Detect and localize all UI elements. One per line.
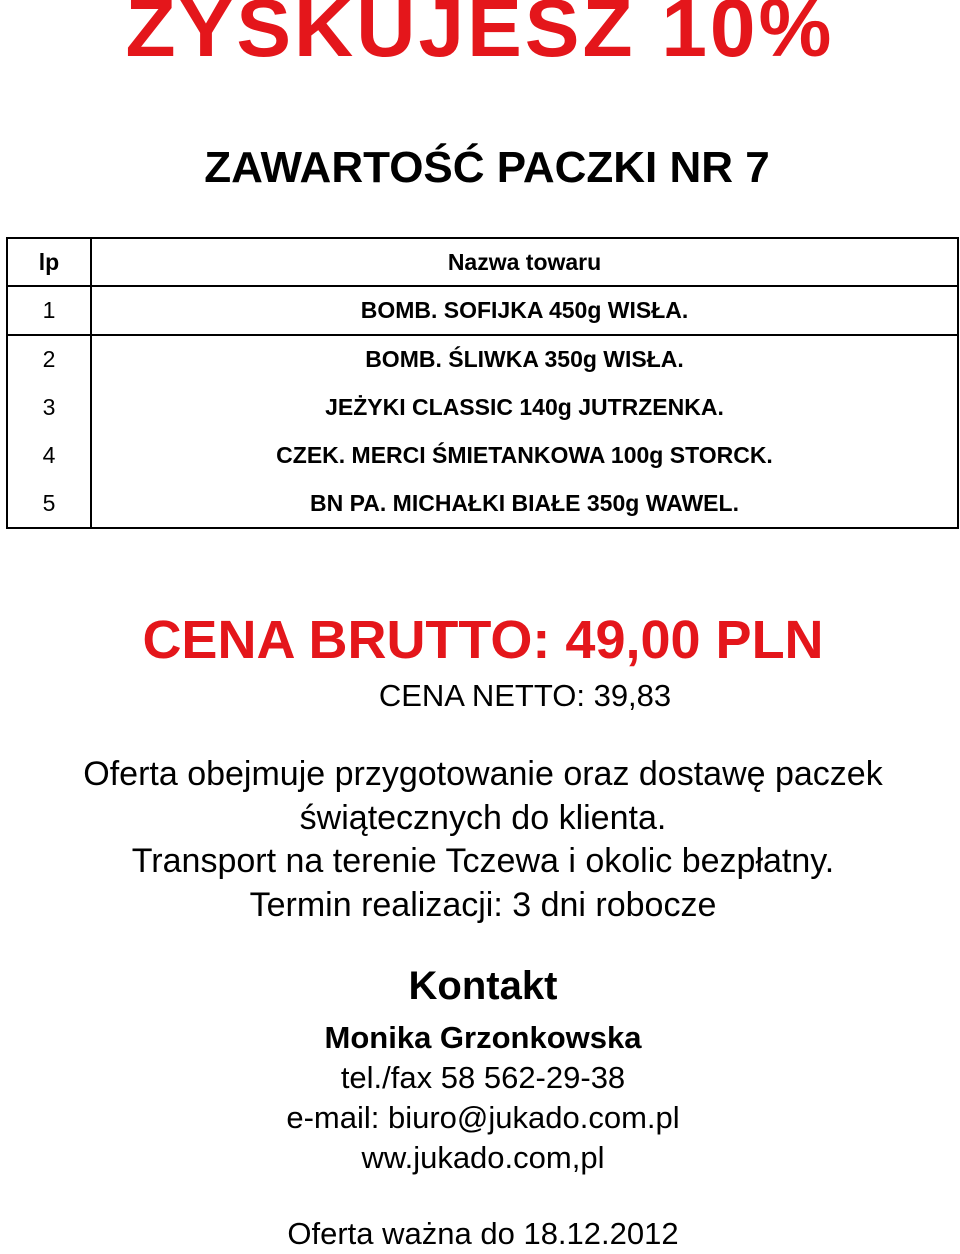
offer-description <box>0 753 960 927</box>
table-header-row <box>7 238 958 286</box>
column-header-name: Nazwa towaru <box>91 238 958 286</box>
offer-line: świątecznych do klienta. <box>299 798 667 837</box>
row-number: 5 <box>7 480 91 529</box>
row-number: 1 <box>7 286 91 335</box>
column-header-lp: lp <box>7 238 91 286</box>
table-row <box>7 384 958 432</box>
row-number: 2 <box>7 335 91 384</box>
contact-details <box>0 1018 960 1178</box>
headline-discount: ZYSKUJESZ 10% <box>125 0 835 74</box>
transport-info: Transport na terenie Tczewa i okolic bezpłatny. <box>131 842 835 880</box>
delivery-term: Termin realizacji: 3 dni robocze <box>249 885 717 924</box>
contact-email[interactable]: e-mail: biuro@jukado.com.pl <box>286 1100 680 1135</box>
product-name: BOMB. SOFIJKA 450g WISŁA. <box>91 286 958 335</box>
product-name: BOMB. ŚLIWKA 350g WISŁA. <box>91 335 958 384</box>
contact-heading: Kontakt <box>408 964 558 1008</box>
product-name: CZEK. MERCI ŚMIETANKOWA 100g STORCK. <box>91 432 958 480</box>
table-row <box>7 335 958 384</box>
contact-website[interactable]: ww.jukado.com,pl <box>361 1140 605 1175</box>
net-price: CENA NETTO: 39,83 <box>378 678 672 713</box>
product-name: JEŻYKI CLASSIC 140g JUTRZENKA. <box>91 384 958 432</box>
row-number: 3 <box>7 384 91 432</box>
table-row <box>7 286 958 335</box>
offer-line: Oferta obejmuje przygotowanie oraz dostawę paczek <box>83 755 883 793</box>
table-row <box>7 432 958 480</box>
table-row <box>7 480 958 529</box>
package-contents-table <box>6 237 959 529</box>
row-number: 4 <box>7 432 91 480</box>
contact-phone: tel./fax 58 562-29-38 <box>340 1060 626 1095</box>
offer-validity: Oferta ważna do 18.12.2012 <box>287 1216 679 1251</box>
product-name: BN PA. MICHAŁKI BIAŁE 350g WAWEL. <box>91 480 958 529</box>
gross-price: CENA BRUTTO: 49,00 PLN <box>142 610 824 670</box>
contact-person: Monika Grzonkowska <box>324 1020 642 1055</box>
package-title: ZAWARTOŚĆ PACZKI NR 7 <box>204 143 770 192</box>
